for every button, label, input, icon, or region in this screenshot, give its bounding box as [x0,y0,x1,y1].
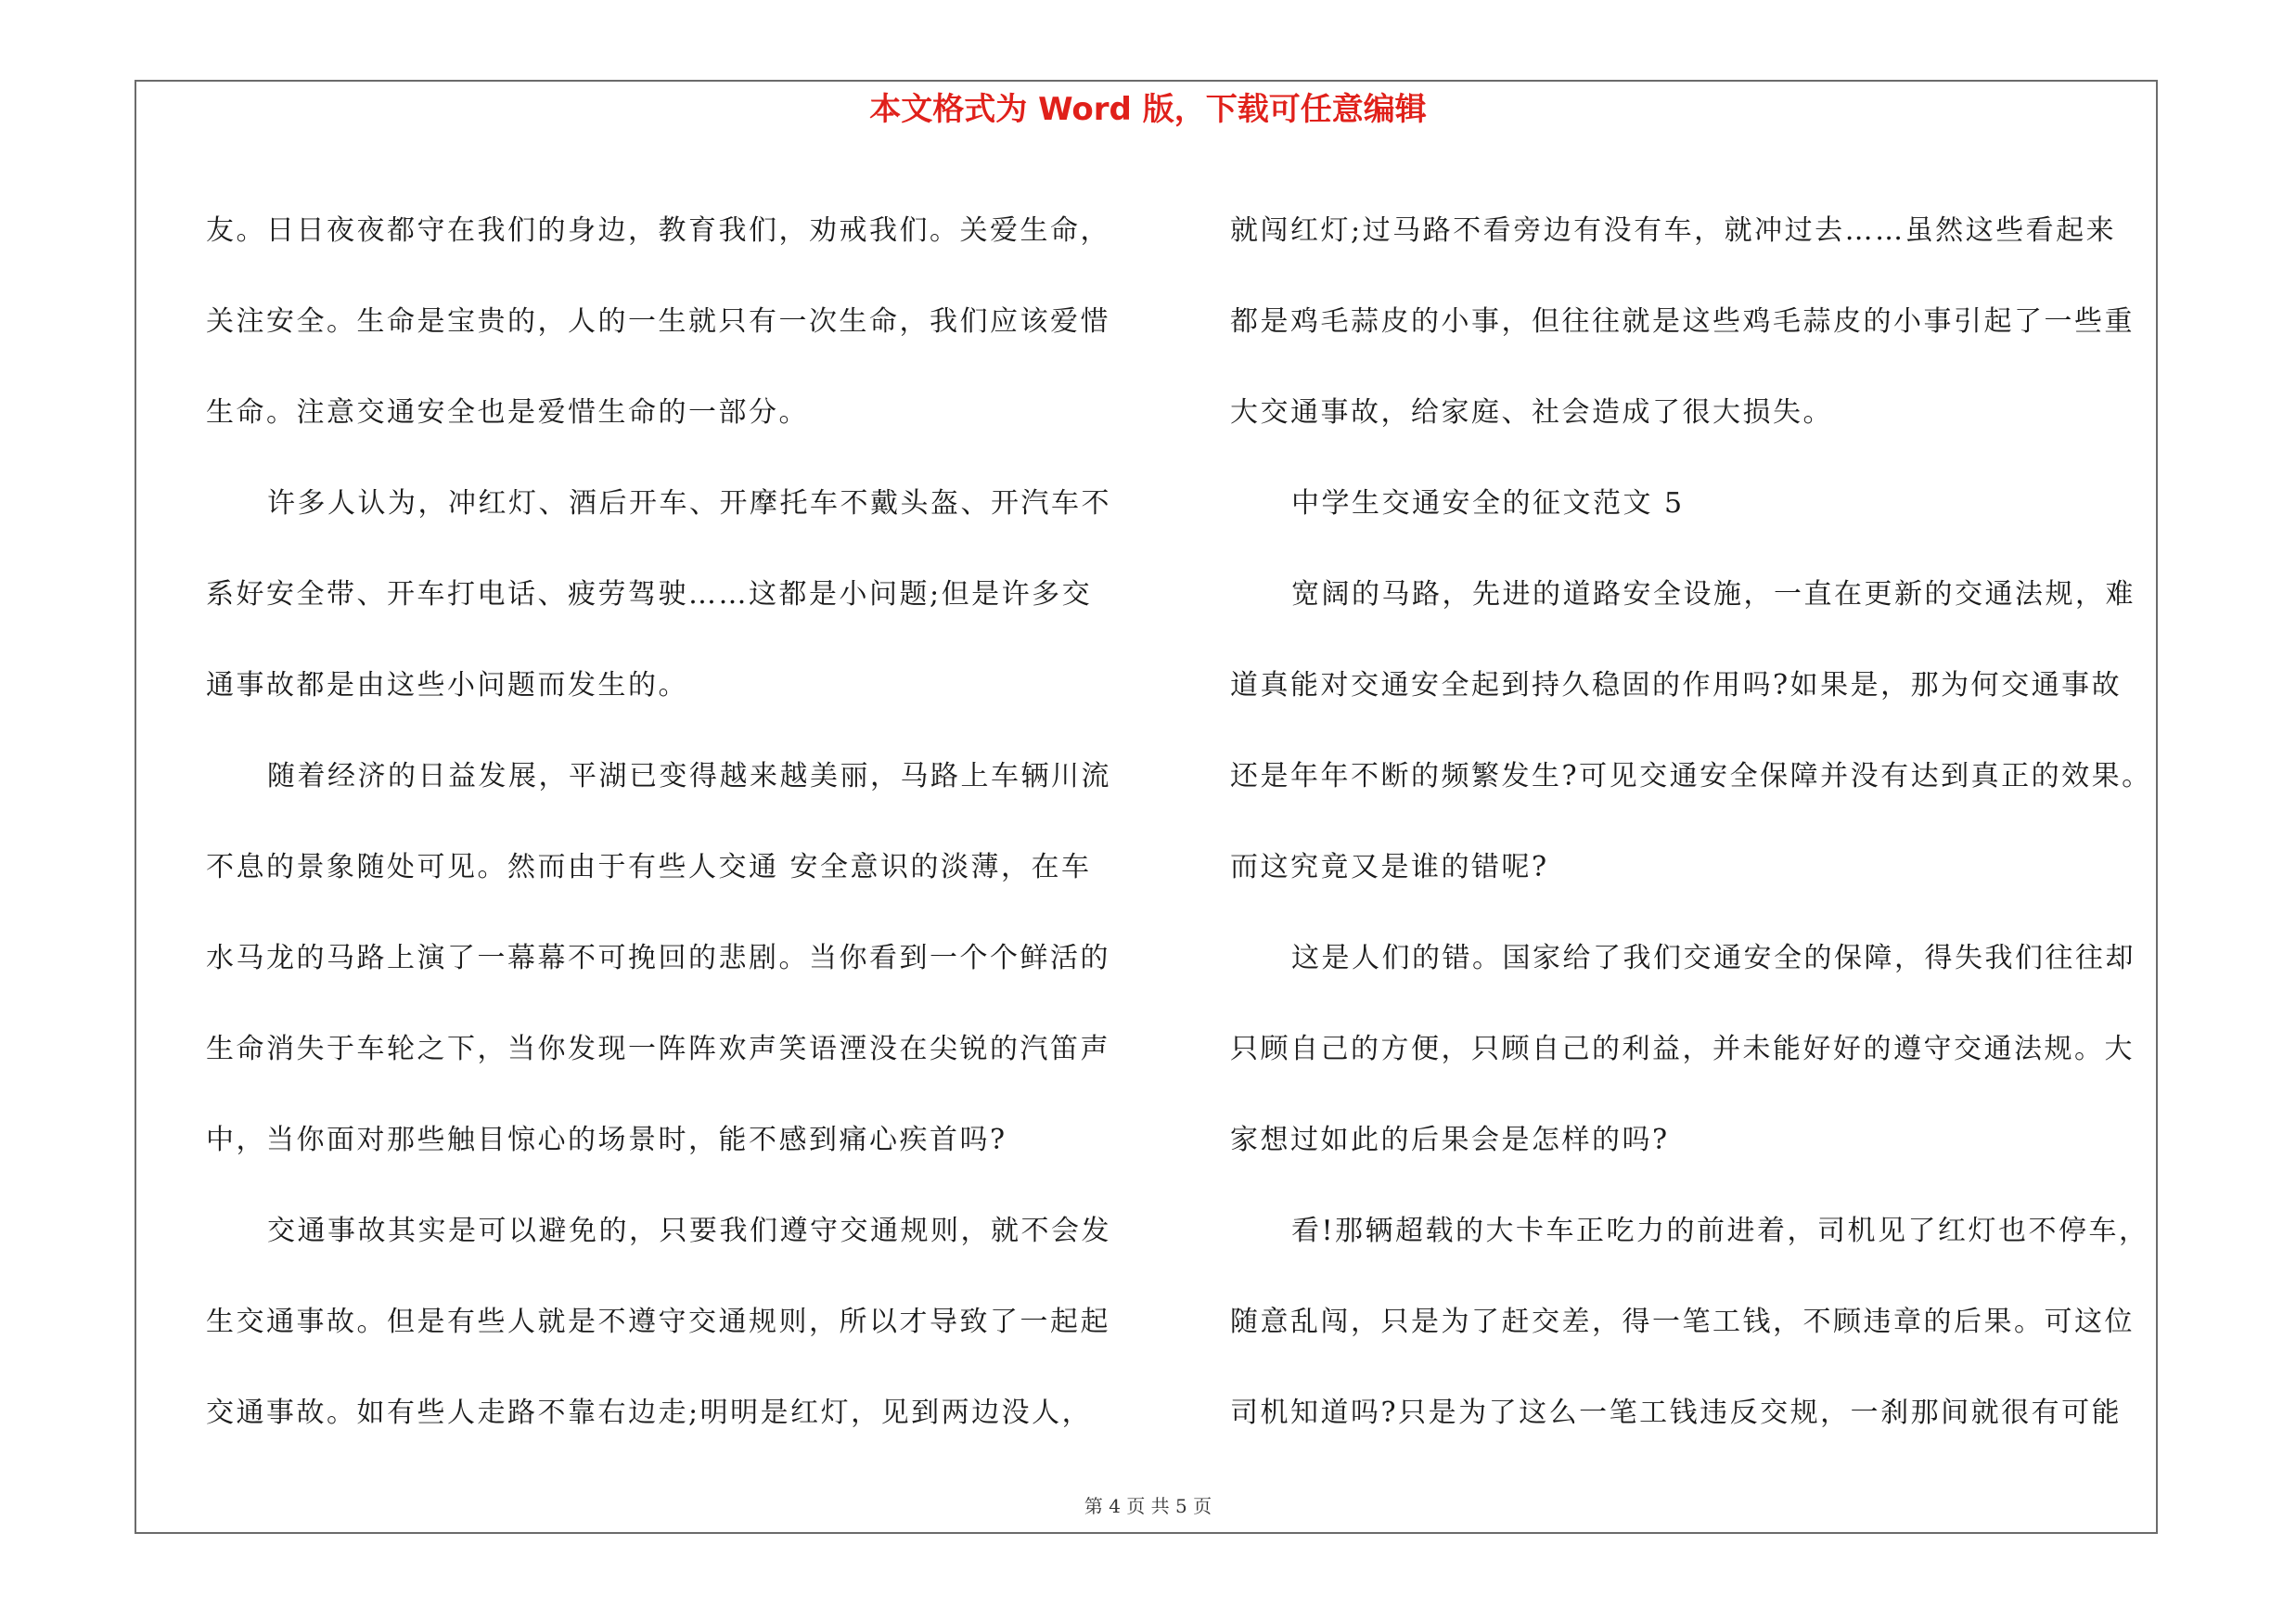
essay-heading: 中学生交通安全的征文范文 5 [1291,487,1685,520]
text-line: 家想过如此的后果会是怎样的吗? [1230,1124,1670,1156]
text-line: 友。日日夜夜都守在我们的身边，教育我们，劝戒我们。关爱生命， [206,214,1110,247]
text-line: 生交通事故。但是有些人就是不遵守交通规则，所以才导致了一起起 [206,1306,1110,1338]
text-line: 只顾自己的方便，只顾自己的利益，并未能好好的遵守交通法规。大 [1230,1033,2135,1065]
page-number: 第 4 页 共 5 页 [1084,1495,1212,1517]
text-line: 就闯红灯;过马路不看旁边有没有车，就冲过去……虽然这些看起来 [1230,214,2117,247]
text-line: 通事故都是由这些小问题而发生的。 [206,669,688,702]
text-line: 随意乱闯，只是为了赶交差，得一笔工钱，不顾违章的后果。可这位 [1230,1306,2135,1338]
word-format-notice: 本文格式为 Word 版，下载可任意编辑 [869,91,1427,128]
paragraph-start-line: 宽阔的马路，先进的道路安全设施，一直在更新的交通法规，难 [1291,578,2136,611]
left-text-column [206,186,1150,1459]
text-line: 都是鸡毛蒜皮的小事，但往往就是这些鸡毛蒜皮的小事引起了一些重 [1230,305,2135,338]
text-line: 司机知道吗?只是为了这么一笔工钱违反交规，一刹那间就很有可能 [1230,1397,2123,1429]
text-line: 生命。注意交通安全也是爱惜生命的一部分。 [206,396,809,429]
text-line: 关注安全。生命是宝贵的，人的一生就只有一次生命，我们应该爱惜 [206,305,1110,338]
text-line: 水马龙的马路上演了一幕幕不可挽回的悲剧。当你看到一个个鲜活的 [206,942,1110,974]
paragraph-start-line: 随着经济的日益发展，平湖已变得越来越美丽，马路上车辆川流 [267,760,1111,792]
paragraph-start-line: 许多人认为，冲红灯、酒后开车、开摩托车不戴头盔、开汽车不 [267,487,1111,520]
text-line: 生命消失于车轮之下，当你发现一阵阵欢声笑语湮没在尖锐的汽笛声 [206,1033,1110,1065]
text-line: 交通事故。如有些人走路不靠右边走;明明是红灯，见到两边没人， [206,1397,1093,1429]
text-line: 而这究竟又是谁的错呢? [1230,851,1549,883]
text-line: 中，当你面对那些触目惊心的场景时，能不感到痛心疾首吗? [206,1124,1007,1156]
text-line: 大交通事故，给家庭、社会造成了很大损失。 [1230,396,1833,429]
text-line: 系好安全带、开车打电话、疲劳驾驶……这都是小问题;但是许多交 [206,578,1093,611]
text-line: 不息的景象随处可见。然而由于有些人交通 安全意识的淡薄，在车 [206,851,1092,883]
paragraph-start-line: 交通事故其实是可以避免的，只要我们遵守交通规则，就不会发 [267,1215,1111,1247]
right-text-column [1230,186,2171,1459]
paragraph-start-line: 这是人们的错。国家给了我们交通安全的保障，得失我们往往却 [1291,942,2136,974]
text-line: 还是年年不断的频繁发生?可见交通安全保障并没有达到真正的效果。 [1230,760,2152,792]
paragraph-start-line: 看!那辆超载的大卡车正吃力的前进着，司机见了红灯也不停车， [1291,1215,2149,1247]
text-line: 道真能对交通安全起到持久稳固的作用吗?如果是，那为何交通事故 [1230,669,2123,702]
